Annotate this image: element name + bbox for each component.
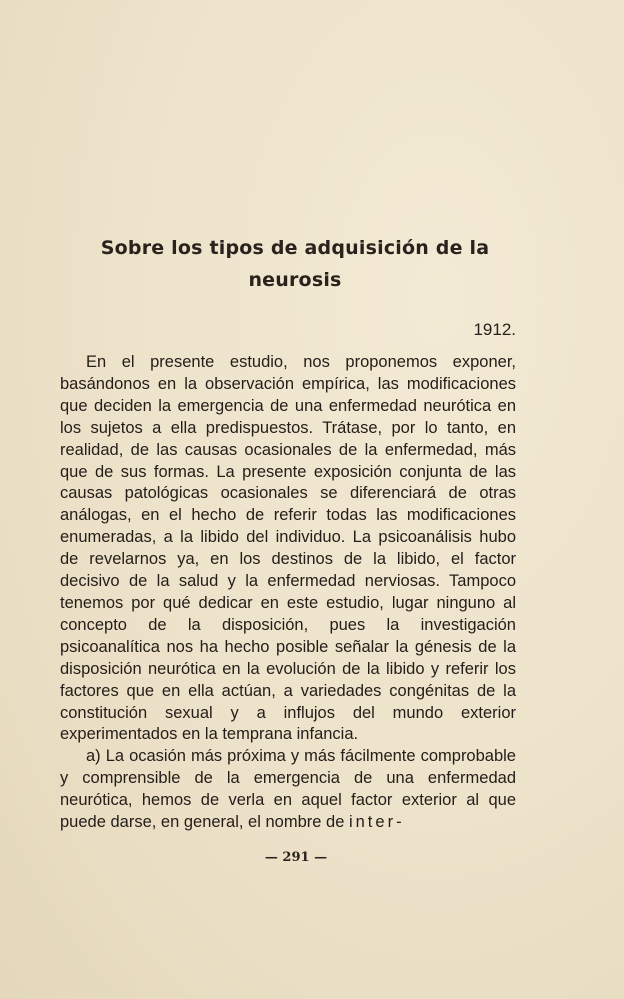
chapter-title: Sobre los tipos de adquisición de la neurosis	[100, 237, 490, 291]
paragraph-text: a) La ocasión más próxima y más fácilmente comprobable y comprensible de la emergencia de una enfermedad neurótica, hemos de verla en aquel factor exterior al que puede darse, en general, el nombre de	[60, 747, 516, 832]
page-number: — 291 —	[264, 850, 328, 865]
paragraph	[60, 746, 516, 834]
body-text	[60, 352, 516, 834]
chapter-year: 1912.	[473, 320, 516, 339]
paragraph: En el presente estudio, nos proponemos exponer, basándonos en la observación empírica, las modificaciones que deciden la emergencia de una enfermedad neurótica en los sujetos a ella predispuestos. Trátase, por lo tanto, en realidad, de las causas ocasionales de la enfermedad, más que de sus formas. La presente exposición conjunta de las causas patológicas ocasionales se diferenciará de otras análogas, en el hecho de referir todas las modificaciones enumeradas, a la libido del individuo. La psicoanálisis hubo de revelarnos ya, en los destinos de la libido, el factor decisivo de la salud y la enfermedad nerviosas. Tampoco tenemos por qué dedicar en este estudio, lugar ninguno al concepto de la disposición, pues la investigación psicoanalítica nos ha hecho posible señalar la génesis de la disposición neurótica en la evolución de la libido y referir los factores que en ella actúan, a variedades congénitas de la constitución sexual y a influjos del mundo exterior experimentados en la temprana infancia.	[60, 353, 516, 744]
spaced-word: inter-	[348, 813, 405, 832]
